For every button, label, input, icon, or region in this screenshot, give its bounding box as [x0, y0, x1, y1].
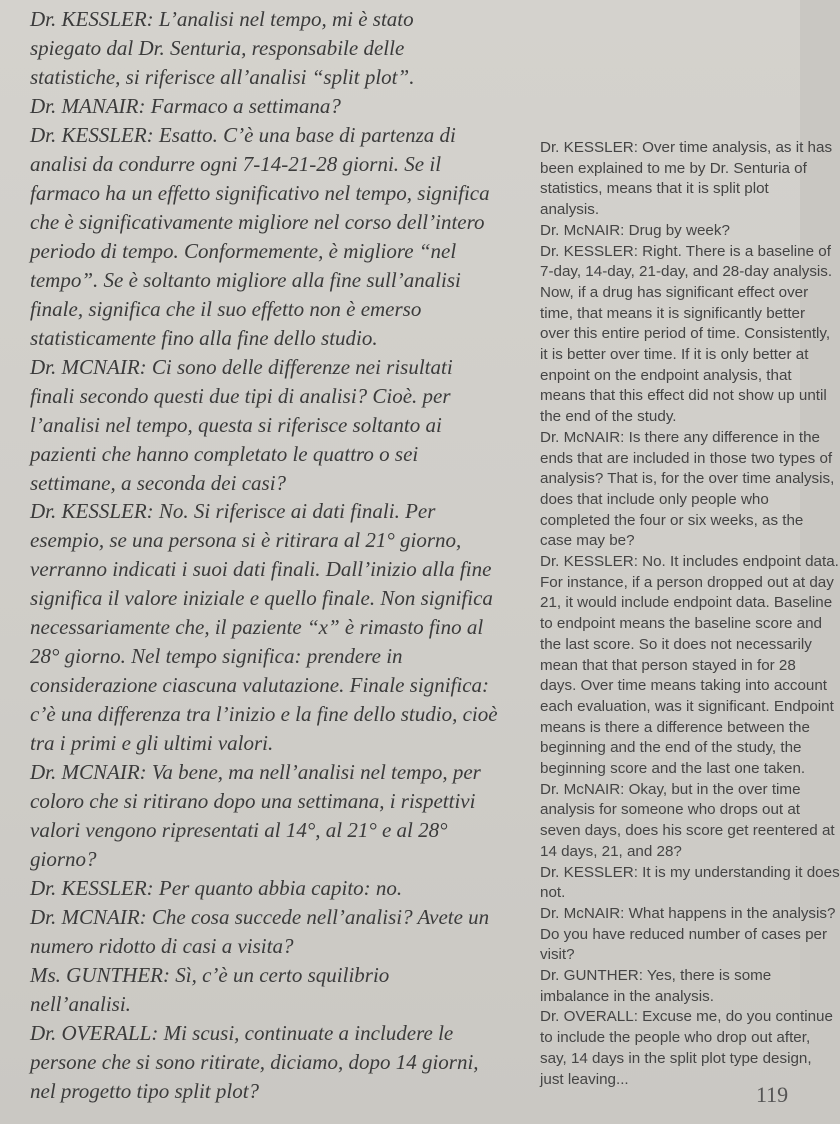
english-line: means is there a difference between the	[540, 718, 810, 736]
italian-line: l’analisi nel tempo, questa si riferisce soltanto ai	[30, 412, 442, 437]
english-line: the last score. So it does not necessarily	[540, 635, 812, 653]
italian-line: Dr. KESSLER: Per quanto abbia capito: no.	[30, 876, 403, 901]
italian-line: considerazione ciascuna valutazione. Finale significa:	[30, 673, 490, 698]
italian-line: Dr. MCNAIR: Va bene, ma nell’analisi nel tempo, per	[30, 760, 481, 785]
english-line: not.	[540, 884, 566, 902]
italian-line: Dr. MCNAIR: Ci sono delle differenze nei risultati	[30, 354, 453, 379]
italian-transcript	[30, 6, 530, 1106]
english-line: case may be?	[540, 532, 635, 550]
english-line: Do you have reduced number of cases per	[540, 925, 828, 943]
english-line: it is better over time. If it is only better at	[540, 346, 809, 363]
italian-line: significa il valore iniziale e quello finale. Non significa	[30, 586, 493, 611]
english-line: Dr. McNAIR: Okay, but in the over time	[540, 780, 801, 798]
english-line: each evaluation, was it significant. Endpoint	[540, 697, 834, 715]
italian-line: nel progetto tipo split plot?	[30, 1078, 260, 1103]
english-line: Dr. KESSLER: It is my understanding it does	[540, 863, 840, 881]
english-line: Now, if a drug has significant effect over	[540, 283, 809, 301]
english-line: beginning score and the last one taken.	[540, 760, 806, 777]
english-line: days. Over time means taking into account	[540, 677, 828, 695]
english-line: Dr. McNAIR: Drug by week?	[540, 221, 730, 239]
italian-line: periodo di tempo. Conformemente, è migliore “nel	[30, 238, 457, 263]
english-line: Dr. GUNTHER: Yes, there is some	[540, 967, 772, 984]
italian-line: statisticamente fino alla fine dello studio.	[30, 325, 378, 350]
english-line: ends that are included in those two types of	[540, 449, 833, 467]
italian-line: verranno indicati i suoi dati finali. Dall’inizio alla fine	[30, 557, 492, 582]
italian-line: Dr. MCNAIR: Che cosa succede nell’analisi? Avete un	[30, 905, 490, 930]
english-line: Dr. OVERALL: Excuse me, do you continue	[540, 1008, 833, 1026]
english-line: For instance, if a person dropped out at day	[540, 573, 834, 591]
english-line: 14 days, 21, and 28?	[540, 842, 682, 860]
english-line: the end of the study.	[540, 408, 677, 426]
italian-line: farmaco ha un effetto significativo nel tempo, significa	[30, 180, 490, 205]
italian-line: pazienti che hanno completato le quattro o sei	[30, 441, 419, 466]
italian-line: valori vengono ripresentati al 14°, al 21° e al 28°	[30, 818, 448, 843]
italian-line: c’è una differenza tra l’inizio e la fine dello studio, cioè	[30, 702, 498, 727]
english-line: beginning and the end of the study, the	[540, 739, 802, 757]
english-line: 21, it would include endpoint data. Baseline	[540, 594, 833, 612]
italian-line: Dr. KESSLER: L’analisi nel tempo, mi è stato	[30, 7, 414, 31]
italian-line: numero ridotto di casi a visita?	[30, 934, 294, 959]
english-line: seven days, does his score get reentered at	[540, 822, 835, 840]
english-line: Dr. KESSLER: Over time analysis, as it has	[540, 139, 833, 156]
english-line: Dr. KESSLER: Right. There is a baseline of	[540, 242, 831, 260]
english-line: Dr. McNAIR: What happens in the analysis?	[540, 904, 836, 922]
italian-line: spiegato dal Dr. Senturia, responsabile delle	[30, 35, 405, 60]
english-line: been explained to me by Dr. Senturia of	[540, 159, 807, 177]
italian-line: Dr. OVERALL: Mi scusi, continuate a includere le	[30, 1020, 454, 1045]
italian-line: necessariamente che, il paziente “x” è rimasto fino al	[30, 615, 484, 640]
italian-line: finali secondo questi due tipi di analisi? Cioè. per	[30, 383, 451, 408]
italian-line: coloro che si ritirano dopo una settimana, i rispettivi	[30, 789, 476, 814]
italian-line: analisi da condurre ogni 7-14-21-28 giorni. Se il	[30, 151, 442, 176]
english-line: Dr. KESSLER: No. It includes endpoint data.	[540, 553, 839, 570]
english-line: over this entire period of time. Consistently,	[540, 325, 831, 343]
english-line: analysis.	[540, 201, 600, 219]
italian-line: settimane, a seconda dei casi?	[30, 470, 287, 495]
english-line: to endpoint means the baseline score and	[540, 615, 823, 633]
english-line: analysis? That is, for the over time analysis,	[540, 470, 835, 488]
english-line: analysis for someone who drops out at	[540, 801, 801, 819]
italian-line: tempo”. Se è soltanto migliore alla fine sull’analisi	[30, 267, 461, 292]
english-line: statistics, means that it is split plot	[540, 180, 769, 198]
english-line: to include the people who drop out after,	[540, 1029, 811, 1047]
italian-line: giorno?	[30, 847, 97, 872]
english-line: completed the four or six weeks, as the	[540, 511, 804, 529]
english-line: mean that that person stayed in for 28	[540, 656, 796, 674]
italian-line: Dr. KESSLER: No. Si riferisce ai dati finali. Per	[30, 499, 436, 524]
english-line: means that this effect did not show up until	[540, 387, 827, 405]
italian-line: Dr. MANAIR: Farmaco a settimana?	[30, 93, 341, 118]
english-line: just leaving...	[540, 1070, 629, 1088]
italian-line: finale, significa che il suo effetto non è emerso	[30, 296, 422, 321]
english-line: does that include only people who	[540, 490, 769, 508]
italian-line: statistiche, si riferisce all’analisi “split plot”.	[30, 64, 415, 89]
english-line: Dr. McNAIR: Is there any difference in the	[540, 428, 820, 446]
italian-line: che è significativamente migliore nel corso dell’intero	[30, 209, 485, 234]
english-line: 7-day, 14-day, 21-day, and 28-day analysis.	[540, 263, 833, 281]
italian-line: tra i primi e gli ultimi valori.	[30, 731, 274, 756]
italian-line: 28° giorno. Nel tempo significa: prendere in	[30, 644, 403, 669]
italian-line: nell’analisi.	[30, 991, 131, 1016]
english-line: time, that means it is significantly better	[540, 304, 806, 322]
italian-line: Ms. GUNTHER: Sì, c’è un certo squilibrio	[30, 963, 390, 987]
page-number: 119	[756, 1082, 789, 1107]
italian-line: esempio, se una persona si è ritirara al 21° giorno,	[30, 528, 462, 553]
english-line: imbalance in the analysis.	[540, 987, 714, 1005]
english-line: say, 14 days in the split plot type design,	[540, 1049, 812, 1067]
english-line: visit?	[540, 946, 575, 964]
italian-line: Dr. KESSLER: Esatto. C’è una base di partenza di	[30, 122, 456, 147]
english-line: enpoint on the endpoint analysis, that	[540, 366, 792, 384]
italian-line: persone che si sono ritirate, diciamo, dopo 14 giorni,	[30, 1049, 479, 1074]
